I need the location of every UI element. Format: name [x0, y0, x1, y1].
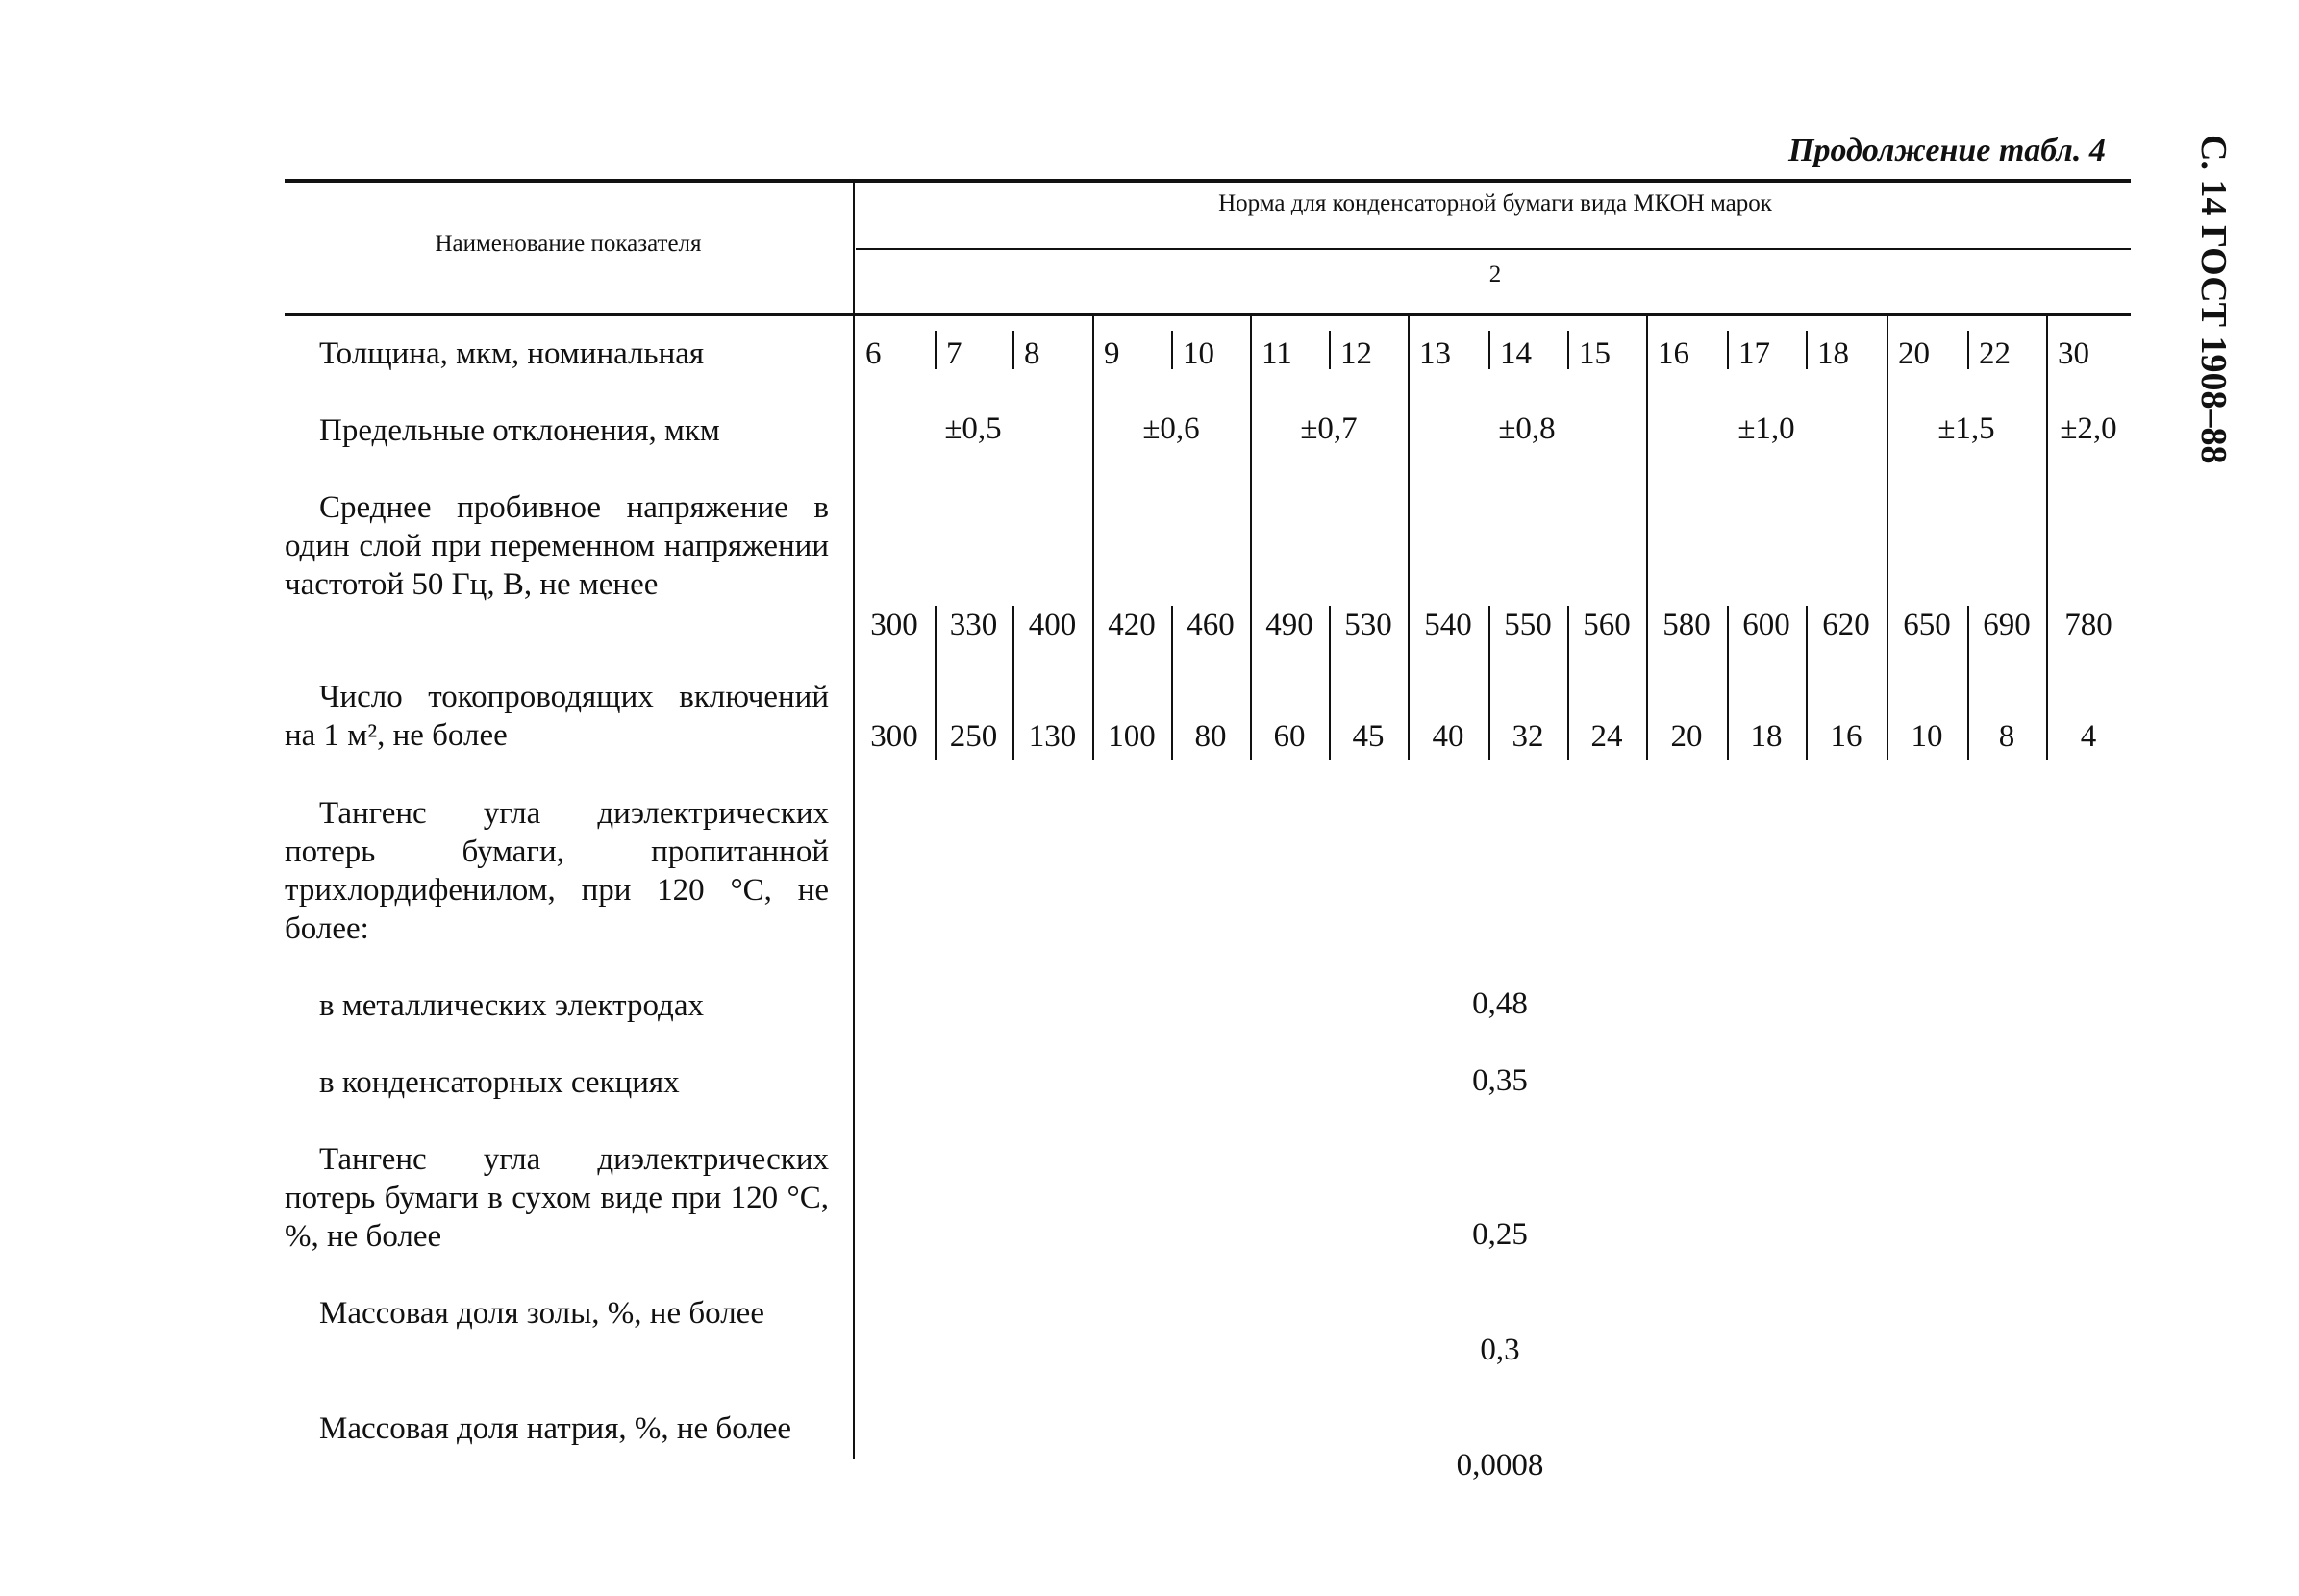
- table-top-rule: [285, 179, 2131, 183]
- breakdown-value: 330: [949, 608, 998, 642]
- value-tan-capacitor: 0,35: [1472, 1063, 1528, 1098]
- breakdown-value: 490: [1265, 608, 1313, 642]
- row-label-breakdown: Среднее пробивное напряжение в один слой при переменном напряжении частотой 50 Гц, В, не менее: [285, 490, 829, 602]
- column-divider: [1012, 331, 1014, 369]
- inclusions-value: 18: [1750, 719, 1783, 754]
- inclusions-value: 24: [1590, 719, 1623, 754]
- thickness-value: 12: [1340, 337, 1372, 371]
- header-bottom-rule: [285, 313, 2131, 316]
- inclusions-value: 300: [870, 719, 918, 754]
- breakdown-value: 540: [1424, 608, 1472, 642]
- thickness-value: 15: [1579, 337, 1611, 371]
- deviation-value: ±1,5: [1937, 411, 1995, 446]
- breakdown-value: 620: [1822, 608, 1870, 642]
- inclusions-value: 8: [1998, 719, 2015, 754]
- row-label-inclusions: Число токопроводящих включений на 1 м², не более: [285, 680, 829, 753]
- row-label-deviation: Предельные отклонения, мкм: [319, 413, 720, 448]
- inclusions-value: 4: [2080, 719, 2097, 754]
- row-label-sodium: Массовая доля натрия, %, не более: [319, 1411, 792, 1446]
- deviation-value: ±2,0: [2060, 411, 2117, 446]
- column-divider: [1646, 315, 1648, 760]
- column-divider: [1171, 331, 1173, 369]
- deviation-value: ±0,6: [1142, 411, 1200, 446]
- thickness-value: 8: [1024, 337, 1040, 371]
- column-divider: [1408, 315, 1410, 760]
- thickness-value: 20: [1898, 337, 1930, 371]
- header-mark: 2: [1488, 262, 1502, 287]
- thickness-value: 11: [1262, 337, 1292, 371]
- column-divider: [1250, 315, 1252, 760]
- thickness-value: 9: [1104, 337, 1120, 371]
- column-divider: [1488, 331, 1490, 369]
- breakdown-value: 550: [1504, 608, 1552, 642]
- inclusions-value: 32: [1512, 719, 1544, 754]
- row-label-tan-metal: в металлических электродах: [319, 988, 704, 1023]
- breakdown-value: 780: [2064, 608, 2112, 642]
- row-label-tan-capacitor: в конденсаторных секциях: [319, 1065, 680, 1100]
- value-ash: 0,3: [1480, 1333, 1520, 1367]
- inclusions-value: 80: [1194, 719, 1227, 754]
- deviation-value: ±0,8: [1498, 411, 1556, 446]
- thickness-value: 30: [2058, 337, 2089, 371]
- deviation-value: ±0,7: [1300, 411, 1358, 446]
- thickness-value: 7: [946, 337, 962, 371]
- inclusions-value: 100: [1108, 719, 1156, 754]
- breakdown-value: 460: [1187, 608, 1235, 642]
- value-tan-dry: 0,25: [1472, 1217, 1528, 1252]
- thickness-value: 14: [1500, 337, 1532, 371]
- page-side-header: С. 14 ГОСТ 1908–88: [2193, 135, 2234, 464]
- header-inner-rule: [856, 248, 2131, 250]
- column-divider: [1567, 331, 1569, 369]
- column-divider: [1727, 331, 1729, 369]
- header-name-column: Наименование показателя: [435, 231, 702, 257]
- breakdown-value: 530: [1344, 608, 1392, 642]
- inclusions-value: 10: [1911, 719, 1943, 754]
- row-label-tan-dry: Тангенс угла диэлектрических потерь бумаги в сухом виде при 120 °С, %, не более: [285, 1142, 829, 1254]
- row-label-tan-impregnated: Тангенс угла диэлектрических потерь бумаги, пропитанной трихлордифенилом, при 120 °С, не более:: [285, 796, 829, 946]
- column-divider: [1329, 331, 1331, 369]
- breakdown-value: 560: [1583, 608, 1631, 642]
- header-norm: Норма для конденсаторной бумаги вида МКОН марок: [1218, 190, 1772, 216]
- breakdown-value: 600: [1742, 608, 1790, 642]
- thickness-value: 13: [1419, 337, 1451, 371]
- continuation-caption: Продолжение табл. 4: [1788, 133, 2106, 168]
- breakdown-value: 650: [1903, 608, 1951, 642]
- deviation-value: ±0,5: [944, 411, 1002, 446]
- inclusions-value: 20: [1670, 719, 1703, 754]
- row-label-ash: Массовая доля золы, %, не более: [319, 1296, 764, 1331]
- thickness-value: 10: [1183, 337, 1214, 371]
- thickness-value: 6: [865, 337, 882, 371]
- column-divider: [1967, 331, 1969, 369]
- inclusions-value: 130: [1028, 719, 1077, 754]
- column-divider: [1092, 315, 1094, 760]
- deviation-value: ±1,0: [1737, 411, 1795, 446]
- value-sodium: 0,0008: [1456, 1448, 1544, 1483]
- inclusions-value: 40: [1432, 719, 1464, 754]
- row-label-thickness: Толщина, мкм, номинальная: [319, 337, 705, 371]
- column-divider: [2046, 315, 2048, 760]
- inclusions-value: 16: [1830, 719, 1862, 754]
- breakdown-value: 580: [1662, 608, 1711, 642]
- inclusions-value: 45: [1352, 719, 1385, 754]
- breakdown-value: 300: [870, 608, 918, 642]
- column-divider: [935, 331, 937, 369]
- thickness-value: 16: [1658, 337, 1689, 371]
- column-divider: [1887, 315, 1888, 760]
- breakdown-value: 690: [1983, 608, 2031, 642]
- name-column-divider: [853, 181, 855, 1459]
- breakdown-value: 420: [1108, 608, 1156, 642]
- inclusions-value: 60: [1273, 719, 1306, 754]
- thickness-value: 22: [1979, 337, 2011, 371]
- thickness-value: 18: [1817, 337, 1849, 371]
- breakdown-value: 400: [1028, 608, 1077, 642]
- value-tan-metal: 0,48: [1472, 986, 1528, 1021]
- inclusions-value: 250: [949, 719, 998, 754]
- column-divider: [1806, 331, 1808, 369]
- thickness-value: 17: [1738, 337, 1770, 371]
